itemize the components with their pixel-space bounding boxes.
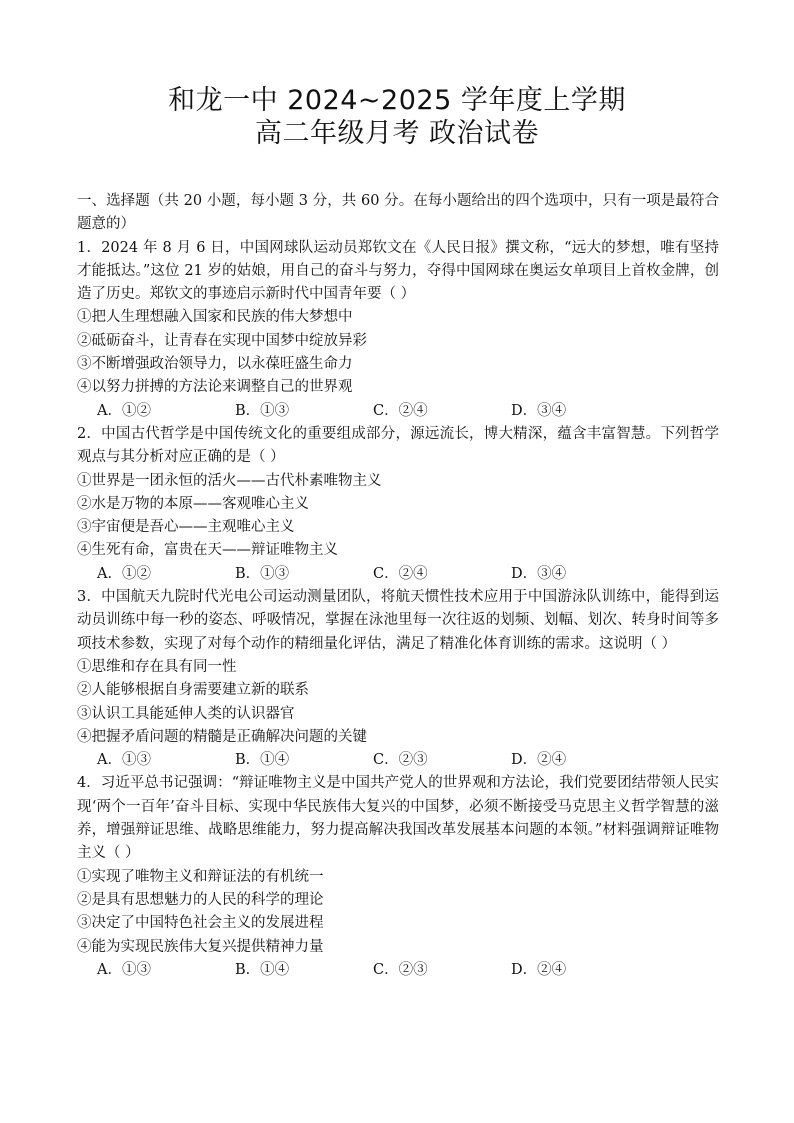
choice-a: A．①② <box>97 565 151 582</box>
question-stem: 1．2024 年 8 月 6 日，中国网球队运动员郑钦文在《人民日报》撰文称，“远大的梦想，唯有坚持才能抵达。”这位 21 岁的姑娘，用自己的奋斗与努力，夺得中国网球在奥运女单项目上首枚金牌，创造了历史。郑钦文的事迹启示新时代中国青年要（ ） <box>77 239 719 303</box>
exam-title-line2: 高二年级月考 政治试卷 <box>254 118 540 149</box>
choice-b: B．①④ <box>235 752 290 769</box>
question-option: ④以努力拼搏的方法论来调整自己的世界观 <box>77 379 353 396</box>
question-option: ④把握矛盾问题的精髓是正确解决问题的关键 <box>77 728 367 745</box>
choice-b: B．①④ <box>235 961 290 978</box>
question-3 <box>77 586 719 772</box>
choice-a: A．①③ <box>97 961 151 978</box>
question-option: ②砥砺奋斗，让青春在实现中国梦中绽放异彩 <box>77 332 367 349</box>
question-option: ①思维和存在具有同一性 <box>77 658 237 675</box>
question-option: ②是具有思想魅力的人民的科学的理论 <box>77 891 324 908</box>
choice-b: B．①③ <box>235 565 290 582</box>
choice-c: C．②④ <box>373 565 428 582</box>
question-option: ③宇宙便是吾心——主观唯心主义 <box>77 519 295 536</box>
choice-d: D．③④ <box>511 565 567 582</box>
choice-c: C．②③ <box>373 752 428 769</box>
question-option: ①把人生理想融入国家和民族的伟大梦想中 <box>77 309 353 326</box>
question-option: ①实现了唯物主义和辩证法的有机统一 <box>77 868 324 885</box>
question-2 <box>77 423 719 586</box>
choice-b: B．①③ <box>235 402 290 419</box>
choice-d: D．③④ <box>511 402 567 419</box>
choice-d: D．②④ <box>511 961 567 978</box>
question-option: ②人能够根据自身需要建立新的联系 <box>77 682 309 699</box>
choice-a: A．①③ <box>97 752 151 769</box>
question-stem: 4．习近平总书记强调：“辩证唯物主义是中国共产党人的世界观和方法论，我们党要团结带领人民实现‘两个一百年’奋斗目标、实现中华民族伟大复兴的中国梦，必须不断接受马克思主义哲学智慧的滋养，增强辩证思维、战略思维能力，努力提高解决我国改革发展基本问题的本领。”材料强调辩证唯物主义（ ） <box>77 775 719 862</box>
choice-a: A．①② <box>97 402 151 419</box>
question-option: ③不断增强政治领导力，以永葆旺盛生命力 <box>77 356 353 373</box>
answer-choices <box>77 563 719 586</box>
question-option: ③认识工具能延伸人类的认识器官 <box>77 705 295 722</box>
question-option: ④能为实现民族伟大复兴提供精神力量 <box>77 938 324 955</box>
exam-content <box>77 190 719 982</box>
answer-choices <box>77 400 719 423</box>
choice-c: C．②④ <box>373 402 428 419</box>
question-option: ④生死有命，富贵在天——辩证唯物主义 <box>77 542 338 559</box>
question-option: ①世界是一团永恒的活火——古代朴素唯物主义 <box>77 472 382 489</box>
answer-choices <box>77 749 719 772</box>
choice-d: D．②④ <box>511 752 567 769</box>
exam-title-line1: 和龙一中 2024~2025 学年度上学期 <box>168 85 626 116</box>
section-instruction: 一、选择题（共 20 小题，每小题 3 分，共 60 分。在每小题给出的四个选项中，只有一项是最符合题意的） <box>77 193 719 233</box>
question-1 <box>77 237 719 423</box>
answer-choices <box>77 959 719 982</box>
question-option: ③决定了中国特色社会主义的发展进程 <box>77 915 324 932</box>
question-4 <box>77 772 719 982</box>
question-stem: 3．中国航天九院时代光电公司运动测量团队，将航天惯性技术应用于中国游泳队训练中，能得到运动员训练中每一秒的姿态、呼吸情况，掌握在泳池里每一次往返的划频、划幅、划次、转身时间等多项技术参数，实现了对每个动作的精细量化评估，满足了精准化体育训练的需求。这说明（ ） <box>77 589 719 652</box>
choice-c: C．②③ <box>373 961 428 978</box>
question-stem: 2．中国古代哲学是中国传统文化的重要组成部分，源远流长，博大精深，蕴含丰富智慧。下列哲学观点与其分析对应正确的是（ ） <box>77 425 719 466</box>
question-option: ②水是万物的本原——客观唯心主义 <box>77 495 309 512</box>
